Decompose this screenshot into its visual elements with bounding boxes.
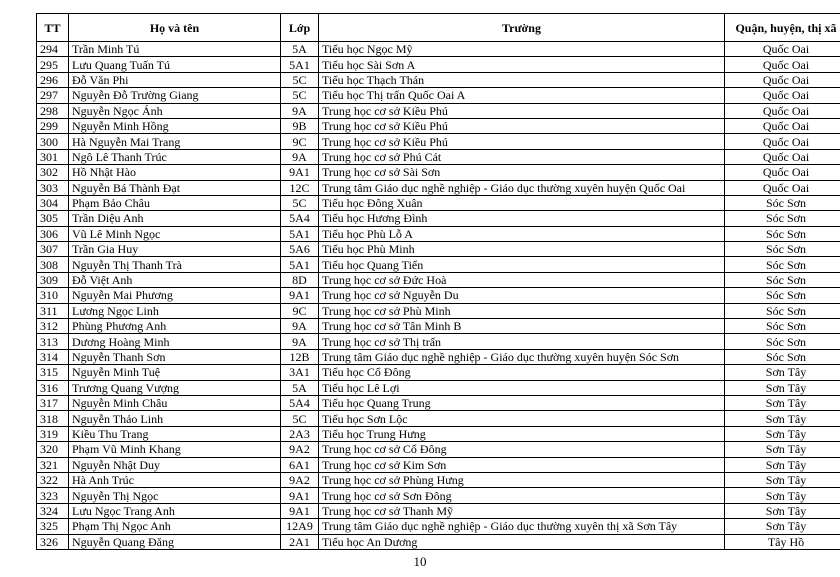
- cell-name: Nguyễn Nhật Duy: [69, 457, 281, 472]
- table-row: [37, 257, 840, 272]
- cell-name: Lưu Quang Tuấn Tú: [69, 57, 281, 72]
- cell-tt: 322: [37, 472, 69, 487]
- cell-school: Tiểu học Ngọc Mỹ: [319, 42, 725, 57]
- cell-district: Sơn Tây: [725, 442, 840, 457]
- cell-name: Dương Hoàng Minh: [69, 334, 281, 349]
- cell-class: 12C: [281, 180, 319, 195]
- cell-class: 5A1: [281, 226, 319, 241]
- cell-tt: 307: [37, 242, 69, 257]
- cell-district: Sóc Sơn: [725, 288, 840, 303]
- cell-class: 12A9: [281, 519, 319, 534]
- cell-school: Tiểu học Lê Lợi: [319, 380, 725, 395]
- cell-tt: 294: [37, 42, 69, 57]
- cell-school: Trung học cơ sở Phùng Hưng: [319, 472, 725, 487]
- cell-school: Tiểu học Trung Hưng: [319, 426, 725, 441]
- table-row: [37, 503, 840, 518]
- cell-district: Quốc Oai: [725, 103, 840, 118]
- cell-district: Quốc Oai: [725, 72, 840, 87]
- cell-district: Sóc Sơn: [725, 211, 840, 226]
- cell-tt: 303: [37, 180, 69, 195]
- cell-school: Trung học cơ sở Kim Sơn: [319, 457, 725, 472]
- cell-class: 5A: [281, 380, 319, 395]
- cell-school: Tiểu học Quang Tiến: [319, 257, 725, 272]
- table-row: [37, 457, 840, 472]
- cell-class: 2A1: [281, 534, 319, 549]
- cell-school: Trung học cơ sở Kiều Phú: [319, 103, 725, 118]
- cell-district: Sơn Tây: [725, 365, 840, 380]
- cell-tt: 316: [37, 380, 69, 395]
- table-row: [37, 472, 840, 487]
- cell-tt: 298: [37, 103, 69, 118]
- cell-school: Trung học cơ sở Đức Hoà: [319, 272, 725, 287]
- table-row: [37, 380, 840, 395]
- table-row: [37, 442, 840, 457]
- cell-class: 5A4: [281, 211, 319, 226]
- table-row: [37, 165, 840, 180]
- cell-tt: 323: [37, 488, 69, 503]
- cell-school: Trung học cơ sở Sơn Đông: [319, 488, 725, 503]
- cell-name: Phùng Phương Anh: [69, 319, 281, 334]
- cell-tt: 306: [37, 226, 69, 241]
- cell-tt: 311: [37, 303, 69, 318]
- cell-school: Tiểu học Hương Đình: [319, 211, 725, 226]
- cell-district: Sóc Sơn: [725, 319, 840, 334]
- header-district: Quận, huyện, thị xã: [725, 14, 840, 42]
- cell-tt: 325: [37, 519, 69, 534]
- cell-tt: 314: [37, 349, 69, 364]
- cell-name: Nguyễn Thị Thanh Trà: [69, 257, 281, 272]
- cell-class: 5A6: [281, 242, 319, 257]
- cell-district: Sóc Sơn: [725, 303, 840, 318]
- cell-class: 9A: [281, 149, 319, 164]
- cell-tt: 318: [37, 411, 69, 426]
- cell-school: Trung học cơ sở Nguyễn Du: [319, 288, 725, 303]
- header-name: Họ và tên: [69, 14, 281, 42]
- table-body: [37, 42, 840, 550]
- table-row: [37, 242, 840, 257]
- table-row: [37, 519, 840, 534]
- cell-school: Trung học cơ sở Phù Minh: [319, 303, 725, 318]
- cell-tt: 324: [37, 503, 69, 518]
- cell-tt: 305: [37, 211, 69, 226]
- cell-tt: 296: [37, 72, 69, 87]
- cell-school: Trung học cơ sở Cổ Đông: [319, 442, 725, 457]
- table-row: [37, 88, 840, 103]
- table-row: [37, 365, 840, 380]
- cell-tt: 304: [37, 195, 69, 210]
- table-row: [37, 411, 840, 426]
- cell-district: Sóc Sơn: [725, 257, 840, 272]
- cell-school: Tiểu học Phù Lỗ A: [319, 226, 725, 241]
- cell-district: Sơn Tây: [725, 503, 840, 518]
- cell-class: 5A1: [281, 57, 319, 72]
- cell-school: Tiểu học Cổ Đông: [319, 365, 725, 380]
- cell-district: Quốc Oai: [725, 118, 840, 133]
- cell-school: Trung tâm Giáo dục nghề nghiệp - Giáo dục thường xuyên huyện Sóc Sơn: [319, 349, 725, 364]
- cell-class: 9A: [281, 319, 319, 334]
- cell-school: Trung học cơ sở Phú Cát: [319, 149, 725, 164]
- table-row: [37, 211, 840, 226]
- cell-district: Quốc Oai: [725, 88, 840, 103]
- cell-class: 5C: [281, 88, 319, 103]
- cell-name: Phạm Bảo Châu: [69, 195, 281, 210]
- cell-district: Sơn Tây: [725, 472, 840, 487]
- cell-district: Quốc Oai: [725, 149, 840, 164]
- cell-class: 9A1: [281, 503, 319, 518]
- cell-name: Ngô Lê Thanh Trúc: [69, 149, 281, 164]
- cell-tt: 295: [37, 57, 69, 72]
- cell-name: Phạm Vũ Minh Khang: [69, 442, 281, 457]
- cell-tt: 321: [37, 457, 69, 472]
- cell-school: Tiểu học Thạch Thán: [319, 72, 725, 87]
- cell-district: Sơn Tây: [725, 395, 840, 410]
- cell-tt: 326: [37, 534, 69, 549]
- cell-name: Nguyễn Minh Tuệ: [69, 365, 281, 380]
- cell-class: 9A: [281, 334, 319, 349]
- cell-district: Sơn Tây: [725, 457, 840, 472]
- cell-district: Sóc Sơn: [725, 272, 840, 287]
- cell-class: 9A1: [281, 165, 319, 180]
- cell-name: Hồ Nhật Hào: [69, 165, 281, 180]
- cell-district: Tây Hồ: [725, 534, 840, 549]
- cell-class: 9A1: [281, 288, 319, 303]
- table-row: [37, 180, 840, 195]
- cell-tt: 310: [37, 288, 69, 303]
- cell-school: Tiểu học Thị trấn Quốc Oai A: [319, 88, 725, 103]
- cell-class: 2A3: [281, 426, 319, 441]
- cell-district: Sơn Tây: [725, 411, 840, 426]
- cell-school: Tiểu học Sơn Lộc: [319, 411, 725, 426]
- cell-class: 5C: [281, 72, 319, 87]
- cell-name: Trần Diệu Anh: [69, 211, 281, 226]
- cell-name: Trần Minh Tú: [69, 42, 281, 57]
- table-row: [37, 534, 840, 549]
- table-row: [37, 426, 840, 441]
- cell-name: Vũ Lê Minh Ngọc: [69, 226, 281, 241]
- cell-school: Tiểu học Phù Minh: [319, 242, 725, 257]
- cell-district: Sóc Sơn: [725, 334, 840, 349]
- table-row: [37, 303, 840, 318]
- cell-tt: 297: [37, 88, 69, 103]
- cell-tt: 312: [37, 319, 69, 334]
- cell-school: Trung tâm Giáo dục nghề nghiệp - Giáo dục thường xuyên thị xã Sơn Tây: [319, 519, 725, 534]
- cell-name: Hà Anh Trúc: [69, 472, 281, 487]
- cell-school: Tiểu học Quang Trung: [319, 395, 725, 410]
- cell-tt: 300: [37, 134, 69, 149]
- cell-class: 5A1: [281, 257, 319, 272]
- cell-school: Tiểu học An Dương: [319, 534, 725, 549]
- cell-school: Trung học cơ sở Thanh Mỹ: [319, 503, 725, 518]
- cell-tt: 319: [37, 426, 69, 441]
- cell-class: 6A1: [281, 457, 319, 472]
- cell-name: Nguyễn Ngọc Ánh: [69, 103, 281, 118]
- table-header-row: [37, 14, 840, 42]
- cell-name: Nguyễn Thanh Sơn: [69, 349, 281, 364]
- cell-class: 5A4: [281, 395, 319, 410]
- cell-name: Nguyễn Mai Phương: [69, 288, 281, 303]
- cell-class: 9A: [281, 103, 319, 118]
- cell-tt: 299: [37, 118, 69, 133]
- table-row: [37, 103, 840, 118]
- cell-tt: 317: [37, 395, 69, 410]
- table-row: [37, 118, 840, 133]
- cell-district: Quốc Oai: [725, 165, 840, 180]
- cell-school: Tiểu học Đông Xuân: [319, 195, 725, 210]
- cell-district: Quốc Oai: [725, 134, 840, 149]
- cell-tt: 315: [37, 365, 69, 380]
- table-row: [37, 319, 840, 334]
- cell-tt: 302: [37, 165, 69, 180]
- cell-school: Trung học cơ sở Thị trấn: [319, 334, 725, 349]
- cell-district: Sơn Tây: [725, 426, 840, 441]
- cell-name: Hà Nguyễn Mai Trang: [69, 134, 281, 149]
- cell-class: 9A2: [281, 472, 319, 487]
- cell-class: 9B: [281, 118, 319, 133]
- cell-name: Phạm Thị Ngọc Anh: [69, 519, 281, 534]
- cell-tt: 320: [37, 442, 69, 457]
- cell-district: Quốc Oai: [725, 57, 840, 72]
- table-row: [37, 72, 840, 87]
- header-school: Trường: [319, 14, 725, 42]
- cell-district: Sơn Tây: [725, 519, 840, 534]
- cell-class: 9C: [281, 134, 319, 149]
- cell-district: Sơn Tây: [725, 488, 840, 503]
- cell-class: 3A1: [281, 365, 319, 380]
- cell-name: Nguyễn Thảo Linh: [69, 411, 281, 426]
- table-row: [37, 226, 840, 241]
- cell-district: Sơn Tây: [725, 380, 840, 395]
- cell-class: 5C: [281, 195, 319, 210]
- table-row: [37, 288, 840, 303]
- table-row: [37, 334, 840, 349]
- table-row: [37, 195, 840, 210]
- cell-tt: 309: [37, 272, 69, 287]
- cell-name: Lương Ngọc Linh: [69, 303, 281, 318]
- cell-class: 9A2: [281, 442, 319, 457]
- cell-class: 9C: [281, 303, 319, 318]
- cell-name: Đỗ Văn Phi: [69, 72, 281, 87]
- cell-name: Nguyễn Thị Ngọc: [69, 488, 281, 503]
- cell-name: Trương Quang Vượng: [69, 380, 281, 395]
- cell-tt: 308: [37, 257, 69, 272]
- table-row: [37, 42, 840, 57]
- cell-district: Sóc Sơn: [725, 242, 840, 257]
- cell-district: Quốc Oai: [725, 180, 840, 195]
- cell-school: Trung tâm Giáo dục nghề nghiệp - Giáo dục thường xuyên huyện Quốc Oai: [319, 180, 725, 195]
- cell-class: 9A1: [281, 488, 319, 503]
- cell-district: Sóc Sơn: [725, 226, 840, 241]
- student-list-table: [36, 13, 840, 550]
- cell-tt: 313: [37, 334, 69, 349]
- cell-class: 5A: [281, 42, 319, 57]
- cell-class: 8D: [281, 272, 319, 287]
- cell-name: Nguyễn Quang Đăng: [69, 534, 281, 549]
- cell-name: Nguyễn Minh Châu: [69, 395, 281, 410]
- cell-school: Tiểu học Sài Sơn A: [319, 57, 725, 72]
- cell-name: Trần Gia Huy: [69, 242, 281, 257]
- table-row: [37, 272, 840, 287]
- cell-district: Sóc Sơn: [725, 349, 840, 364]
- page-number: 10: [413, 554, 427, 569]
- table-row: [37, 57, 840, 72]
- cell-name: Nguyễn Đỗ Trường Giang: [69, 88, 281, 103]
- cell-name: Nguyễn Minh Hồng: [69, 118, 281, 133]
- header-tt: TT: [37, 14, 69, 42]
- cell-name: Nguyễn Bá Thành Đạt: [69, 180, 281, 195]
- cell-class: 5C: [281, 411, 319, 426]
- table-row: [37, 149, 840, 164]
- table-row: [37, 349, 840, 364]
- table-row: [37, 488, 840, 503]
- table-row: [37, 395, 840, 410]
- cell-tt: 301: [37, 149, 69, 164]
- cell-class: 12B: [281, 349, 319, 364]
- table-row: [37, 134, 840, 149]
- cell-school: Trung học cơ sở Kiều Phú: [319, 118, 725, 133]
- cell-name: Đỗ Việt Anh: [69, 272, 281, 287]
- cell-district: Sóc Sơn: [725, 195, 840, 210]
- cell-name: Lưu Ngọc Trang Anh: [69, 503, 281, 518]
- cell-school: Trung học cơ sở Sài Sơn: [319, 165, 725, 180]
- cell-district: Quốc Oai: [725, 42, 840, 57]
- cell-name: Kiều Thu Trang: [69, 426, 281, 441]
- cell-school: Trung học cơ sở Kiều Phú: [319, 134, 725, 149]
- header-class: Lớp: [281, 14, 319, 42]
- cell-school: Trung học cơ sở Tân Minh B: [319, 319, 725, 334]
